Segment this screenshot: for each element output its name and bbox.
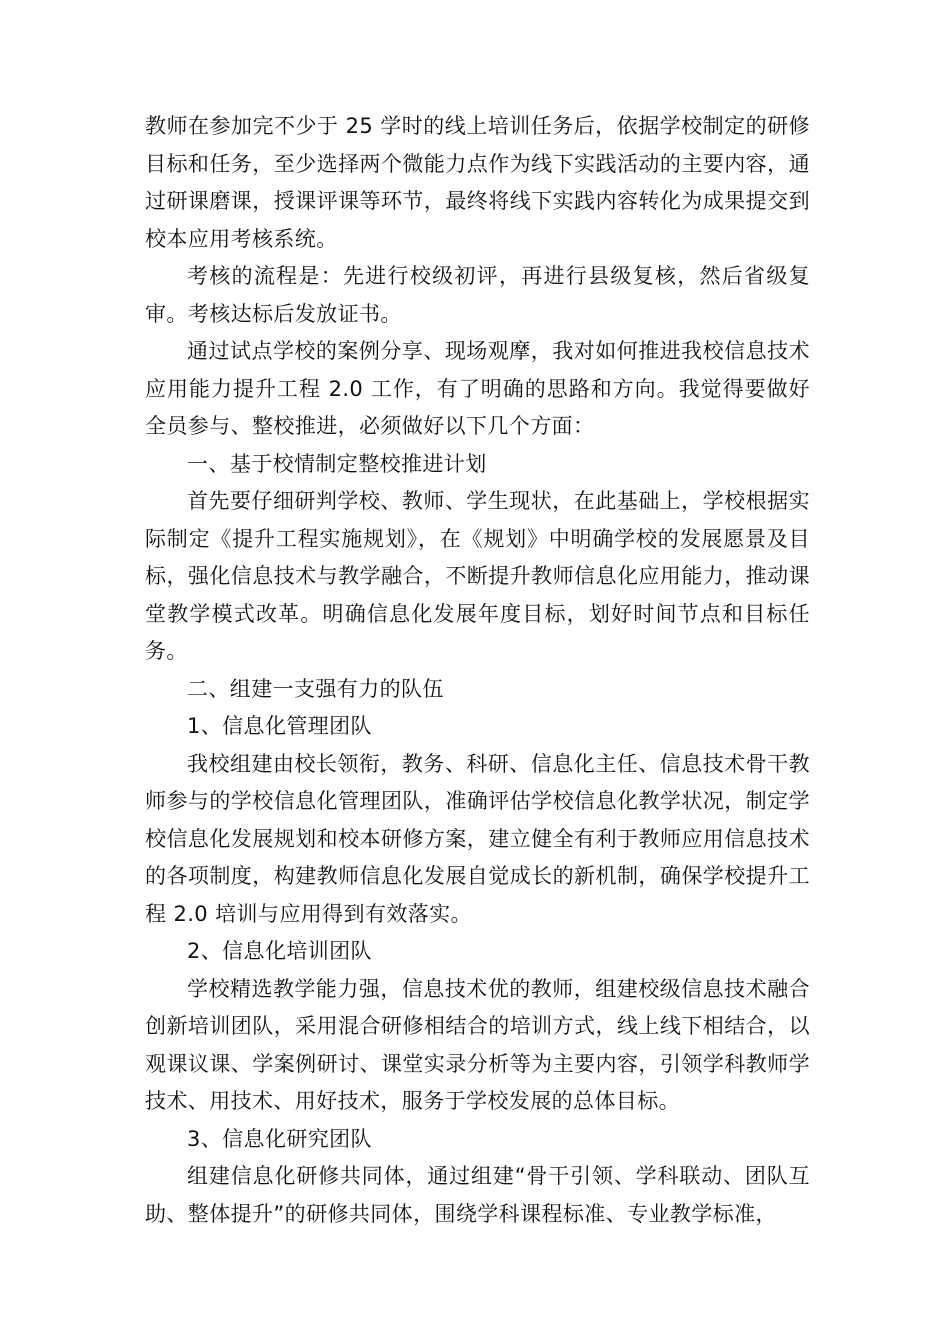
- document-body: [145, 108, 810, 1233]
- subheading-management-team: 1、信息化管理团队: [187, 714, 372, 738]
- paragraph-3: 通过试点学校的案例分享、现场观摩，我对如何推进我校信息技术应用能力提升工程 2.0 工作，有了明确的思路和方向。我觉得要做好全员参与、整校推进，必须做好以下几个方面：: [145, 339, 810, 438]
- paragraph-6: 学校精选教学能力强，信息技术优的教师，组建校级信息技术融合创新培训团队，采用混合研修相结合的培训方式，线上线下相结合，以观课议课、学案例研讨、课堂实录分析等为主要内容，引领学科教师学技术、用技术、用好技术，服务于学校发展的总体目标。: [145, 976, 810, 1113]
- paragraph-1: 教师在参加完不少于 25 学时的线上培训任务后，依据学校制定的研修目标和任务，至少选择两个微能力点作为线下实践活动的主要内容，通过研课磨课，授课评课等环节，最终将线下实践内容转化为成果提交到校本应用考核系统。: [145, 114, 810, 251]
- heading-section-1: 一、基于校情制定整校推进计划: [187, 451, 487, 476]
- paragraph-2: 考核的流程是：先进行校级初评，再进行县级复核，然后省级复审。考核达标后发放证书。: [145, 264, 810, 326]
- subheading-research-team: 3、信息化研究团队: [187, 1126, 372, 1151]
- paragraph-5: 我校组建由校长领衔，教务、科研、信息化主任、信息技术骨干教师参与的学校信息化管理团队，准确评估学校信息化教学状况，制定学校信息化发展规划和校本研修方案，建立健全有利于教师应用信息技术的各项制度，构建教师信息化发展自觉成长的新机制，确保学校提升工程 2.0 培训与应用得到有效落实。: [145, 751, 810, 926]
- paragraph-4: 首先要仔细研判学校、教师、学生现状，在此基础上，学校根据实际制定《提升工程实施规划》，在《规划》中明确学校的发展愿景及目标，强化信息技术与教学融合，不断提升教师信息化应用能力，推动课堂教学模式改革。明确信息化发展年度目标，划好时间节点和目标任务。: [145, 489, 810, 663]
- heading-section-2: 二、组建一支强有力的队伍: [187, 676, 444, 701]
- paragraph-7: 组建信息化研修共同体，通过组建“骨干引领、学科联动、团队互助、整体提升”的研修共同体，围绕学科课程标准、专业教学标准，: [145, 1164, 810, 1226]
- subheading-training-team: 2、信息化培训团队: [187, 939, 372, 963]
